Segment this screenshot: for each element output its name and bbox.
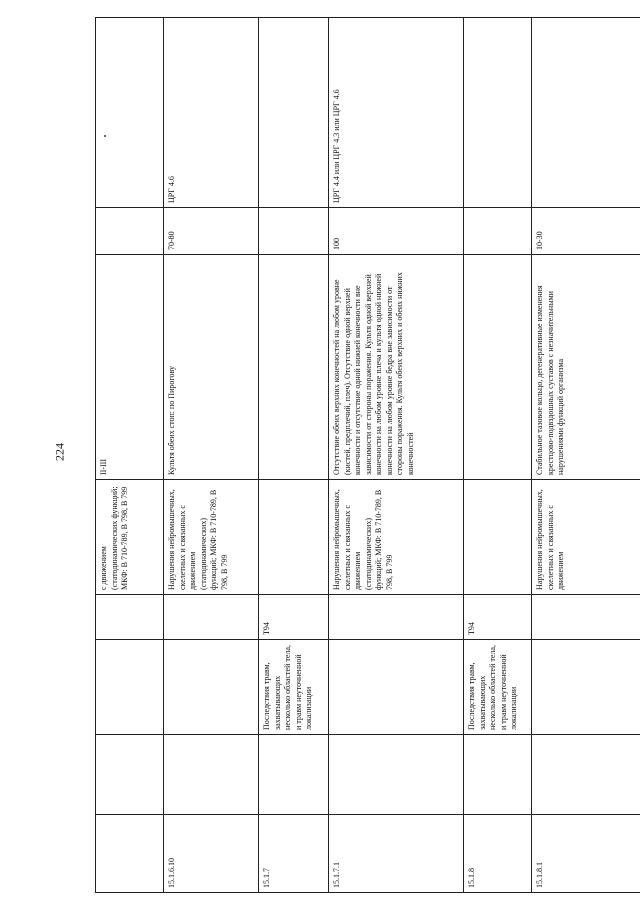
row-function: Нарушения нейромышечных, скелетных и связанных с движением [532, 480, 640, 595]
row-code: 15.1.8 [464, 815, 532, 893]
table-row [329, 18, 464, 893]
row-percent [464, 208, 532, 255]
row-function [464, 480, 532, 595]
row-code [96, 815, 164, 893]
row-description: Культя обеих стоп: по Пирогову [164, 255, 259, 480]
row-description [259, 255, 329, 480]
row-name: Последствия травм, захватывающих несколько областей тела, и травм неуточненной локализации [464, 640, 532, 735]
table-row [164, 18, 259, 893]
row-icd [329, 595, 464, 640]
row-code: 15.1.8.1 [532, 815, 640, 893]
row-percent: 100 [329, 208, 464, 255]
row-code: 15.1.7.1 [329, 815, 464, 893]
row-reference [96, 18, 164, 208]
row-percent: 10-30 [532, 208, 640, 255]
row-description [464, 255, 532, 480]
table-row [532, 18, 640, 893]
row-icd [532, 595, 640, 640]
row-name: Последствия травм, захватывающих несколько областей тела, и травм неуточненной локализации [259, 640, 329, 735]
row-name [532, 640, 640, 735]
table-row [96, 18, 164, 893]
row-blank [164, 735, 259, 815]
row-name [164, 640, 259, 735]
row-icd [164, 595, 259, 640]
classification-table [95, 17, 640, 893]
row-percent [96, 208, 164, 255]
table-row [464, 18, 532, 893]
row-blank [532, 735, 640, 815]
row-blank [96, 735, 164, 815]
row-icd: T94 [259, 595, 329, 640]
row-description: II-III [96, 255, 164, 480]
row-icd: T94 [464, 595, 532, 640]
row-blank [329, 735, 464, 815]
row-code: 15.1.6.10 [164, 815, 259, 893]
row-function: с движением (статодинамических функций; МКФ: В 710-789, В 798, В 799 [96, 480, 164, 595]
table-row [259, 18, 329, 893]
row-percent [259, 208, 329, 255]
rotated-table-wrapper [95, 17, 640, 893]
row-description: Отсутствие обеих верхних конечностей на любом уровне (кистей, предплечий, плеч). Отсутствие одной верхней конечности и отсутствие одной нижней конечности вне зависимости от стороны поражения. Культя одной верхней конечности на любом уровне плеча и культя одной нижней конечности на любом уровне бедра вне зависимости от стороны поражения. Культя обеих верхних и обеих нижних конечностей [329, 255, 464, 480]
row-reference [532, 18, 640, 208]
row-reference [464, 18, 532, 208]
row-reference: ЦРГ 4.4 или ЦРГ 4.3 или ЦРГ 4.6 [329, 18, 464, 208]
row-icd [96, 595, 164, 640]
row-reference [259, 18, 329, 208]
row-description: Стабильное тазовое кольцо, дегенеративные изменения крестцово-подвздошных суставов с незначительными нарушениями функций организма [532, 255, 640, 480]
page-number: 224 [52, 443, 67, 461]
row-blank [464, 735, 532, 815]
row-function: Нарушения нейромышечных, скелетных и связанных с движением (статодинамических) функций; МКФ: В 710-789, В 798, В 799 [164, 480, 259, 595]
row-name [329, 640, 464, 735]
row-reference: ЦРГ 4.6 [164, 18, 259, 208]
row-function [259, 480, 329, 595]
row-blank [259, 735, 329, 815]
row-code: 15.1.7 [259, 815, 329, 893]
row-name [96, 640, 164, 735]
row-percent: 70-80 [164, 208, 259, 255]
row-function: Нарушения нейромышечных, скелетных и связанных с движением (статодинамических) функций; МКФ: В 710-789, В 798, В 799 [329, 480, 464, 595]
